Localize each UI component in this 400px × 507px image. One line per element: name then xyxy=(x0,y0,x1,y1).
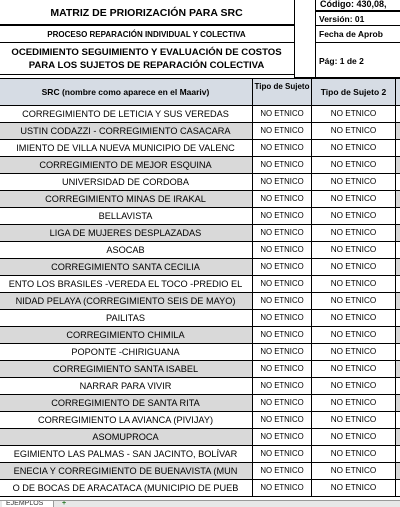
table-row xyxy=(0,106,400,123)
cell-tipo-sujeto-2[interactable]: NO ETNICO xyxy=(312,123,396,140)
cell-tipo-sujeto[interactable]: NO ETNICO xyxy=(253,106,312,123)
cell-tipo-sujeto-2[interactable]: NO ETNICO xyxy=(312,225,396,242)
cell-tipo-sujeto[interactable]: NO ETNICO xyxy=(253,293,312,310)
cell-tipo-sujeto-2[interactable]: NO ETNICO xyxy=(312,412,396,429)
cell-extra[interactable] xyxy=(396,412,400,429)
cell-tipo-sujeto-2[interactable]: NO ETNICO xyxy=(312,259,396,276)
cell-tipo-sujeto-2[interactable]: NO ETNICO xyxy=(312,174,396,191)
table-row xyxy=(0,259,400,276)
cell-extra[interactable] xyxy=(396,242,400,259)
cell-extra[interactable] xyxy=(396,174,400,191)
cell-tipo-sujeto-2[interactable]: NO ETNICO xyxy=(312,395,396,412)
cell-src-name[interactable]: CORREGIMIENTO DE LETICIA Y SUS VEREDAS xyxy=(0,106,253,123)
cell-tipo-sujeto[interactable]: NO ETNICO xyxy=(253,191,312,208)
table-row xyxy=(0,310,400,327)
cell-tipo-sujeto[interactable]: NO ETNICO xyxy=(253,429,312,446)
cell-extra[interactable] xyxy=(396,429,400,446)
procedure-name[interactable] xyxy=(0,42,295,75)
cell-src-name[interactable]: CORREGIMIENTO DE MEJOR ESQUINA xyxy=(0,157,253,174)
table-row xyxy=(0,140,400,157)
column-header-tipo-sujeto-2[interactable]: Tipo de Sujeto 2 xyxy=(312,78,396,106)
cell-tipo-sujeto-2[interactable]: NO ETNICO xyxy=(312,361,396,378)
cell-extra[interactable] xyxy=(396,293,400,310)
cell-extra[interactable] xyxy=(396,276,400,293)
document-title[interactable]: MATRIZ DE PRIORIZACIÓN PARA SRC xyxy=(0,0,295,25)
cell-tipo-sujeto-2[interactable]: NO ETNICO xyxy=(312,480,396,497)
table-row xyxy=(0,191,400,208)
cell-src-name[interactable]: NIDAD PELAYA (CORREGIMIENTO SEIS DE MAYO) xyxy=(0,293,253,310)
cell-extra[interactable] xyxy=(396,463,400,480)
cell-tipo-sujeto[interactable]: NO ETNICO xyxy=(253,480,312,497)
cell-src-name[interactable]: CORREGIMIENTO SANTA ISABEL xyxy=(0,361,253,378)
fecha-cell[interactable]: Fecha de Aprob xyxy=(294,25,400,43)
cell-tipo-sujeto-2[interactable]: NO ETNICO xyxy=(312,310,396,327)
cell-tipo-sujeto-2[interactable]: NO ETNICO xyxy=(312,157,396,174)
cell-tipo-sujeto-2[interactable]: NO ETNICO xyxy=(312,208,396,225)
cell-extra[interactable] xyxy=(396,225,400,242)
cell-extra[interactable] xyxy=(396,140,400,157)
cell-src-name[interactable]: IMIENTO DE VILLA NUEVA MUNICIPIO DE VALENC xyxy=(0,140,253,157)
table-row xyxy=(0,446,400,463)
cell-src-name[interactable]: ENECIA Y CORREGIMIENTO DE BUENAVISTA (MUN xyxy=(0,463,253,480)
sheet-tab-ejemplos[interactable]: EJEMPLOS xyxy=(2,501,54,507)
cell-tipo-sujeto[interactable]: NO ETNICO xyxy=(253,378,312,395)
cell-extra[interactable] xyxy=(396,344,400,361)
column-header-src[interactable]: SRC (nombre como aparece en el Maariv) xyxy=(0,78,253,106)
table-row xyxy=(0,378,400,395)
column-header-tipo-sujeto[interactable]: Tipo de Sujeto xyxy=(253,78,312,106)
cell-tipo-sujeto-2[interactable]: NO ETNICO xyxy=(312,276,396,293)
cell-extra[interactable] xyxy=(396,259,400,276)
cell-tipo-sujeto[interactable]: NO ETNICO xyxy=(253,446,312,463)
cell-src-name[interactable]: CORREGIMIENTO CHIMILA xyxy=(0,327,253,344)
cell-tipo-sujeto[interactable]: NO ETNICO xyxy=(253,344,312,361)
cell-tipo-sujeto-2[interactable]: NO ETNICO xyxy=(312,378,396,395)
cell-extra[interactable] xyxy=(396,446,400,463)
cell-src-name[interactable]: ASOMUPROCA xyxy=(0,429,253,446)
cell-tipo-sujeto[interactable]: NO ETNICO xyxy=(253,242,312,259)
cell-src-name[interactable]: O DE BOCAS DE ARACATACA (MUNICIPIO DE PUEB xyxy=(0,480,253,497)
table-row xyxy=(0,361,400,378)
document-header xyxy=(0,0,400,78)
table-row xyxy=(0,242,400,259)
cell-src-name[interactable]: POPONTE -CHIRIGUANA xyxy=(0,344,253,361)
cell-tipo-sujeto-2[interactable]: NO ETNICO xyxy=(312,106,396,123)
cell-src-name[interactable]: ASOCAB xyxy=(0,242,253,259)
cell-tipo-sujeto-2[interactable]: NO ETNICO xyxy=(312,344,396,361)
codigo-cell[interactable]: Código: 430,08, xyxy=(294,0,400,11)
cell-src-name[interactable]: NARRAR PARA VIVIR xyxy=(0,378,253,395)
cell-tipo-sujeto-2[interactable]: NO ETNICO xyxy=(312,327,396,344)
cell-src-name[interactable]: CORREGIMIENTO LA AVIANCA (PIVIJAY) xyxy=(0,412,253,429)
cell-tipo-sujeto-2[interactable]: NO ETNICO xyxy=(312,463,396,480)
cell-src-name[interactable]: CORREGIMIENTO MINAS DE IRAKAL xyxy=(0,191,253,208)
procedure-line-1: OCEDIMIENTO SEGUIMIENTO Y EVALUACIÓN DE COSTOS xyxy=(11,47,282,58)
cell-tipo-sujeto[interactable]: NO ETNICO xyxy=(253,310,312,327)
table-row xyxy=(0,429,400,446)
cell-tipo-sujeto[interactable]: NO ETNICO xyxy=(253,225,312,242)
table-row xyxy=(0,276,400,293)
cell-tipo-sujeto-2[interactable]: NO ETNICO xyxy=(312,429,396,446)
cell-src-name[interactable]: LIGA DE MUJERES DESPLAZADAS xyxy=(0,225,253,242)
cell-extra[interactable] xyxy=(396,327,400,344)
cell-tipo-sujeto[interactable]: NO ETNICO xyxy=(253,157,312,174)
table-row xyxy=(0,157,400,174)
cell-extra[interactable] xyxy=(396,106,400,123)
cell-src-name[interactable]: PAILITAS xyxy=(0,310,253,327)
cell-tipo-sujeto[interactable]: NO ETNICO xyxy=(253,276,312,293)
cell-extra[interactable] xyxy=(396,191,400,208)
cell-extra[interactable] xyxy=(396,208,400,225)
cell-tipo-sujeto-2[interactable]: NO ETNICO xyxy=(312,242,396,259)
table-row xyxy=(0,123,400,140)
table-row xyxy=(0,412,400,429)
column-header-extra[interactable] xyxy=(396,78,400,106)
table-row xyxy=(0,225,400,242)
cell-tipo-sujeto-2[interactable]: NO ETNICO xyxy=(312,446,396,463)
cell-extra[interactable] xyxy=(396,395,400,412)
table-row xyxy=(0,463,400,480)
procedure-line-2: PARA LOS SUJETOS DE REPARACIÓN COLECTIVA xyxy=(28,60,265,71)
cell-tipo-sujeto[interactable]: NO ETNICO xyxy=(253,259,312,276)
version-cell[interactable]: Versión: 01 xyxy=(294,11,400,26)
cell-src-name[interactable]: EGIMIENTO LAS PALMAS - SAN JACINTO, BOLÍVAR xyxy=(0,446,253,463)
cell-extra[interactable] xyxy=(396,310,400,327)
table-header xyxy=(0,78,400,106)
table-row xyxy=(0,174,400,191)
cell-tipo-sujeto[interactable]: NO ETNICO xyxy=(253,140,312,157)
sheet-tab-bar xyxy=(0,500,400,507)
table-row xyxy=(0,480,400,497)
cell-src-name[interactable]: CORREGIMIENTO SANTA CECILIA xyxy=(0,259,253,276)
table-row xyxy=(0,208,400,225)
cell-tipo-sujeto-2[interactable]: NO ETNICO xyxy=(312,191,396,208)
cell-src-name[interactable]: UNIVERSIDAD DE CORDOBA xyxy=(0,174,253,191)
cell-extra[interactable] xyxy=(396,361,400,378)
cell-tipo-sujeto[interactable]: NO ETNICO xyxy=(253,174,312,191)
table-row xyxy=(0,395,400,412)
table-row xyxy=(0,327,400,344)
cell-src-name[interactable]: USTIN CODAZZI - CORREGIMIENTO CASACARA xyxy=(0,123,253,140)
cell-src-name[interactable]: CORREGIMIENTO DE SANTA RITA xyxy=(0,395,253,412)
cell-tipo-sujeto[interactable]: NO ETNICO xyxy=(253,463,312,480)
cell-extra[interactable] xyxy=(396,123,400,140)
cell-src-name[interactable]: BELLAVISTA xyxy=(0,208,253,225)
cell-tipo-sujeto[interactable]: NO ETNICO xyxy=(253,361,312,378)
process-name[interactable]: PROCESO REPARACIÓN INDIVIDUAL Y COLECTIVA xyxy=(0,25,295,43)
cell-tipo-sujeto[interactable]: NO ETNICO xyxy=(253,327,312,344)
cell-src-name[interactable]: ENTO LOS BRASILES -VEREDA EL TOCO -PREDIO EL xyxy=(0,276,253,293)
table-row xyxy=(0,293,400,310)
cell-tipo-sujeto-2[interactable]: NO ETNICO xyxy=(312,293,396,310)
cell-extra[interactable] xyxy=(396,157,400,174)
cell-tipo-sujeto-2[interactable]: NO ETNICO xyxy=(312,140,396,157)
cell-tipo-sujeto[interactable]: NO ETNICO xyxy=(253,395,312,412)
logo-cell xyxy=(294,0,316,78)
cell-extra[interactable] xyxy=(396,378,400,395)
add-sheet-icon[interactable]: + xyxy=(62,500,67,507)
table-row xyxy=(0,344,400,361)
cell-tipo-sujeto[interactable]: NO ETNICO xyxy=(253,123,312,140)
cell-tipo-sujeto[interactable]: NO ETNICO xyxy=(253,412,312,429)
cell-extra[interactable] xyxy=(396,480,400,497)
cell-tipo-sujeto[interactable]: NO ETNICO xyxy=(253,208,312,225)
pagina-cell[interactable]: Pág: 1 de 2 xyxy=(294,42,400,78)
